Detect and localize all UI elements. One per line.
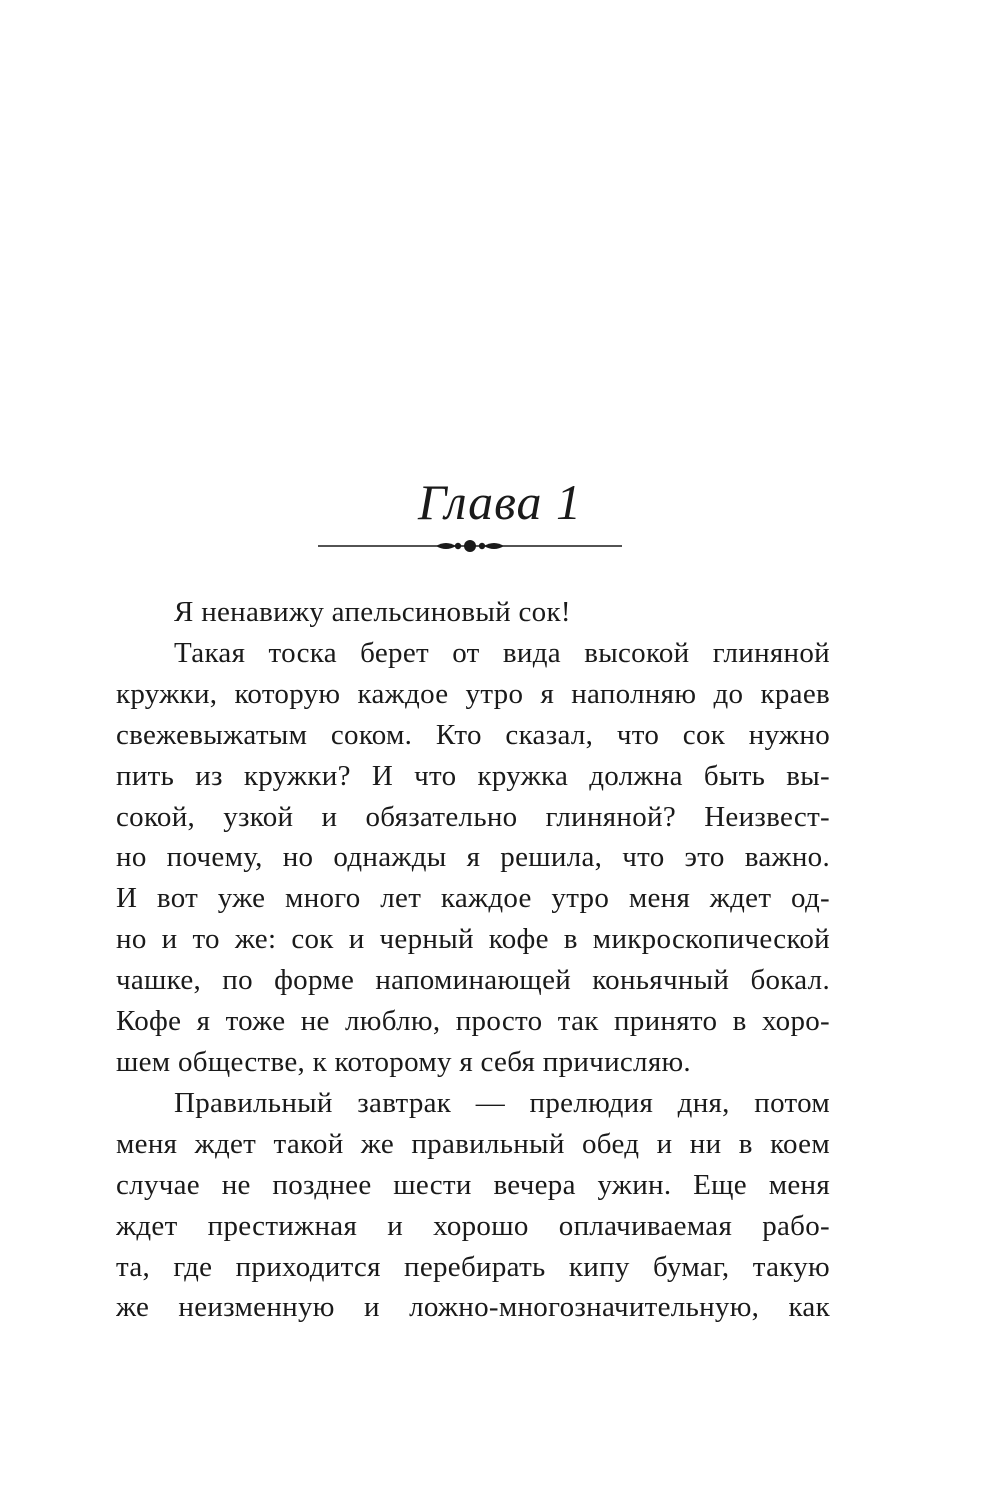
text-line: И вот уже много лет каждое утро меня ждет од-	[116, 882, 830, 915]
text-line: та, где приходится перебирать кипу бумаг, такую	[116, 1250, 830, 1283]
text-line: сокой, узкой и обязательно глиняной? Неизвест-	[116, 800, 830, 833]
text-line: же неизменную и ложно-многозначительную, как	[116, 1291, 830, 1324]
text-line: Кофе я тоже не люблю, просто так принято в хоро-	[116, 1005, 830, 1038]
chapter-ornament-divider	[318, 536, 622, 556]
text-line: Такая тоска берет от вида высокой глиняной	[174, 636, 830, 669]
text-line: Я ненавижу апельсиновый сок!	[174, 596, 571, 628]
text-line: но и то же: сок и черный кофе в микроскопической	[116, 923, 830, 956]
text-line: но почему, но однажды я решила, что это важно.	[116, 841, 830, 874]
text-line: кружки, которую каждое утро я наполняю до краев	[116, 677, 830, 710]
chapter-body-text	[116, 592, 830, 1328]
text-line: чашке, по форме напоминающей коньячный бокал.	[116, 964, 830, 997]
text-line: свежевыжатым соком. Кто сказал, что сок нужно	[116, 718, 830, 751]
chapter-title: Глава 1	[417, 474, 583, 530]
chapter-heading	[0, 470, 1000, 534]
text-line: ждет престижная и хорошо оплачиваемая рабо-	[116, 1209, 830, 1242]
text-line: Правильный завтрак — прелюдия дня, потом	[174, 1086, 830, 1119]
text-line: шем обществе, к которому я себя причисляю.	[116, 1045, 691, 1078]
text-line: пить из кружки? И что кружка должна быть вы-	[116, 759, 830, 792]
text-line: меня ждет такой же правильный обед и ни в коем	[116, 1127, 830, 1160]
text-line: случае не позднее шести вечера ужин. Еще меня	[116, 1168, 830, 1201]
